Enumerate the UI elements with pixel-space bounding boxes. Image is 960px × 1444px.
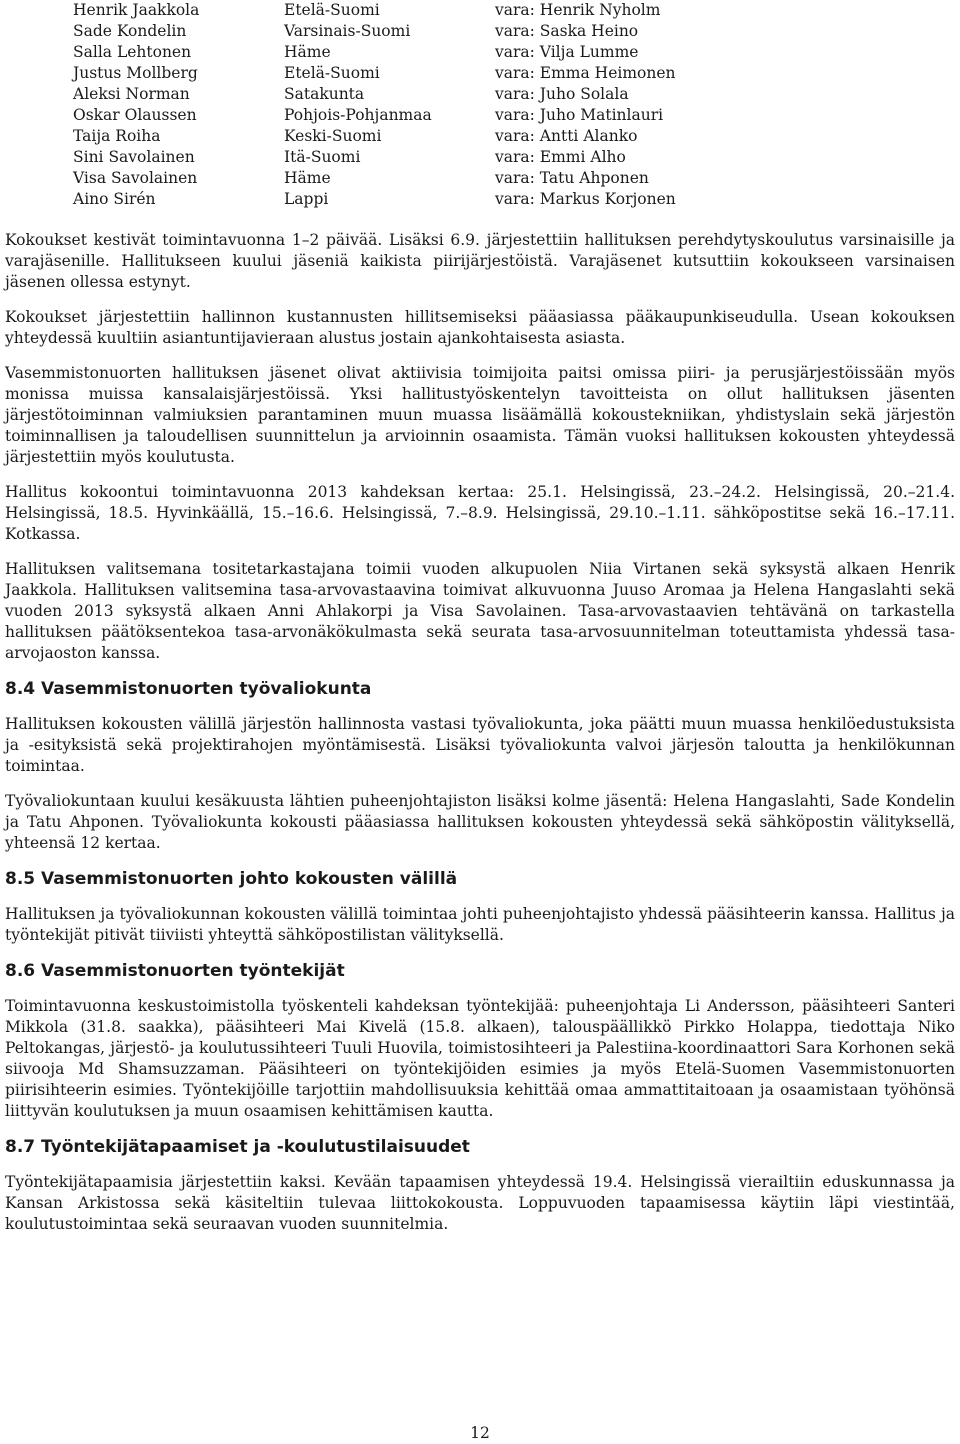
paragraph-8-4-1: Hallituksen kokousten välillä järjestön hallinnosta vastasi työvaliokunta, joka päätti muun muassa henkilöedustuksista ja -esityksistä sekä projektirahojen myöntämisestä. Lisäksi työvaliokunta valvoi järjesön taloutta ja henkilökunnan toimintaa. xyxy=(5,715,955,775)
member-row xyxy=(73,189,893,210)
member-region: Häme xyxy=(284,169,331,187)
board-member-list xyxy=(73,0,893,210)
member-row xyxy=(73,168,893,189)
member-deputy: vara: Henrik Nyholm xyxy=(495,1,661,19)
member-name: Salla Lehtonen xyxy=(73,43,192,61)
member-row xyxy=(73,126,893,147)
paragraph-8-4-2: Työvaliokuntaan kuului kesäkuusta lähtien puheenjohtajiston lisäksi kolme jäsentä: Helena Hangaslahti, Sade Kondelin ja Tatu Ahponen. Työvaliokunta kokousti pääasiassa hallituksen kokousten yhteydessä sekä sähköpostin välityksellä, yhteensä 12 kertaa. xyxy=(5,792,955,852)
member-name: Henrik Jaakkola xyxy=(73,1,200,19)
member-deputy: vara: Juho Solala xyxy=(495,85,629,103)
member-name: Sini Savolainen xyxy=(73,148,195,166)
member-region: Pohjois-Pohjanmaa xyxy=(284,106,432,124)
member-deputy: vara: Emma Heimonen xyxy=(495,64,676,82)
member-row xyxy=(73,105,893,126)
member-region: Satakunta xyxy=(284,85,365,103)
member-deputy: vara: Markus Korjonen xyxy=(495,190,676,208)
member-name: Sade Kondelin xyxy=(73,22,187,40)
section-heading-8-4: 8.4 Vasemmistonuorten työvaliokunta xyxy=(5,679,372,699)
paragraph-meetings-location: Kokoukset järjestettiin hallinnon kustannusten hillitsemiseksi pääasiassa pääkaupunkiseudulla. Usean kokouksen yhteydessä kuultiin asiantuntijavieraan alustus jostain ajankohtaisesta asiasta. xyxy=(5,308,955,347)
member-name: Oskar Olaussen xyxy=(73,106,197,124)
member-name: Aleksi Norman xyxy=(73,85,190,103)
member-region: Varsinais-Suomi xyxy=(284,22,411,40)
member-deputy: vara: Juho Matinlauri xyxy=(495,106,664,124)
member-deputy: vara: Antti Alanko xyxy=(495,127,638,145)
paragraph-meeting-dates: Hallitus kokoontui toimintavuonna 2013 kahdeksan kertaa: 25.1. Helsingissä, 23.–24.2. Helsingissä, 20.–21.4. Helsingissä, 18.5. Hyvinkäällä, 15.–16.6. Helsingissä, 7.–8.9. Helsingissä, 29.10.–1.11. sähköpostitse sekä 16.–17.11. Kotkassa. xyxy=(5,483,955,543)
member-region: Häme xyxy=(284,43,331,61)
member-region: Etelä-Suomi xyxy=(284,64,380,82)
member-name: Taija Roiha xyxy=(73,127,161,145)
member-deputy: vara: Saska Heino xyxy=(495,22,639,40)
member-region: Keski-Suomi xyxy=(284,127,382,145)
member-row xyxy=(73,63,893,84)
member-row xyxy=(73,42,893,63)
paragraph-meetings-duration: Kokoukset kestivät toimintavuonna 1–2 päivää. Lisäksi 6.9. järjestettiin hallituksen perehdytyskoulutus varsinaisille ja varajäsenille. Hallitukseen kuului jäseniä kaikista piirijärjestöistä. Varajäsenet kutsuttiin kokoukseen varsinaisen jäsenen ollessa estynyt. xyxy=(5,231,955,291)
paragraph-board-activity: Vasemmistonuorten hallituksen jäsenet olivat aktiivisia toimijoita paitsi omissa piiri- ja perusjärjestöissään myös monissa muissa kansalaisjärjestöissä. Yksi hallitustyöskentelyn tavoitteista on ollut hallituksen jäsenten järjestötoiminnan valmiuksien parantaminen muun muassa lisäämällä kokoustekniikan, yhdistyslain sekä järjestön toiminnallisen ja taloudellisen suunnittelun ja arvioinnin osaamista. Tämän vuoksi hallituksen kokousten yhteydessä järjestettiin myös koulutusta. xyxy=(5,364,955,466)
paragraph-auditors-equality: Hallituksen valitsemana tositetarkastajana toimii vuoden alkupuolen Niia Virtanen sekä syksystä alkaen Henrik Jaakkola. Hallituksen valitsemina tasa-arvovastaavina toimivat alkuvuonna Juuso Aromaa ja Helena Hangaslahti sekä vuoden 2013 syksystä alkaen Anni Ahlakorpi ja Visa Savolainen. Tasa-arvovastaavien tehtävänä on tarkastella hallituksen päätöksentekoa tasa-arvonäkökulmasta sekä seurata tasa-arvosuunnitelman toteuttamista yhdessä tasa-arvojaoston kanssa. xyxy=(5,560,955,662)
member-deputy: vara: Vilja Lumme xyxy=(495,43,639,61)
member-row xyxy=(73,21,893,42)
section-heading-8-7: 8.7 Työntekijätapaamiset ja -koulutustilaisuudet xyxy=(5,1137,470,1157)
document-body xyxy=(5,230,955,1249)
member-region: Etelä-Suomi xyxy=(284,1,380,19)
member-region: Itä-Suomi xyxy=(284,148,361,166)
member-row xyxy=(73,0,893,21)
member-row xyxy=(73,147,893,168)
paragraph-8-7-1: Työntekijätapaamisia järjestettiin kaksi. Kevään tapaamisen yhteydessä 19.4. Helsingissä vierailtiin eduskunnassa ja Kansan Arkistossa sekä käsiteltiin tulevaa liittokokousta. Loppuvuoden tapaamisessa käytiin läpi viestintää, koulutustoimintaa sekä seuraavan vuoden suunnitelmia. xyxy=(5,1173,955,1233)
page-number: 12 xyxy=(470,1424,490,1442)
member-deputy: vara: Emmi Alho xyxy=(495,148,626,166)
paragraph-8-6-1: Toimintavuonna keskustoimistolla työskenteli kahdeksan työntekijää: puheenjohtaja Li Andersson, pääsihteeri Santeri Mikkola (31.8. saakka), pääsihteeri Mai Kivelä (15.8. alkaen), talouspäällikkö Pirkko Holappa, tiedottaja Niko Peltokangas, järjestö- ja koulutussihteeri Tuuli Huovila, toimistosihteeri ja Palestiina-koordinaattori Sara Korhonen sekä siivooja Md Shamsuzzaman. Pääsihteeri on työntekijöiden esimies ja myös Etelä-Suomen Vasemmistonuorten piirisihteerin esimies. Työntekijöille tarjottiin mahdollisuuksia kehittää omaa ammattitaitoaan ja osaamistaan työhönsä liittyvän koulutuksen ja muun osaamisen kehittämisen kautta. xyxy=(5,997,955,1120)
member-name: Aino Sirén xyxy=(73,190,156,208)
member-name: Visa Savolainen xyxy=(73,169,198,187)
member-name: Justus Mollberg xyxy=(73,64,198,82)
paragraph-8-5-1: Hallituksen ja työvaliokunnan kokousten välillä toimintaa johti puheenjohtajisto yhdessä pääsihteerin kanssa. Hallitus ja työntekijät pitivät tiiviisti yhteyttä sähköpostilistan välityksellä. xyxy=(5,905,955,944)
member-deputy: vara: Tatu Ahponen xyxy=(495,169,649,187)
section-heading-8-5: 8.5 Vasemmistonuorten johto kokousten välillä xyxy=(5,869,458,889)
member-region: Lappi xyxy=(284,190,329,208)
member-row xyxy=(73,84,893,105)
section-heading-8-6: 8.6 Vasemmistonuorten työntekijät xyxy=(5,961,345,981)
